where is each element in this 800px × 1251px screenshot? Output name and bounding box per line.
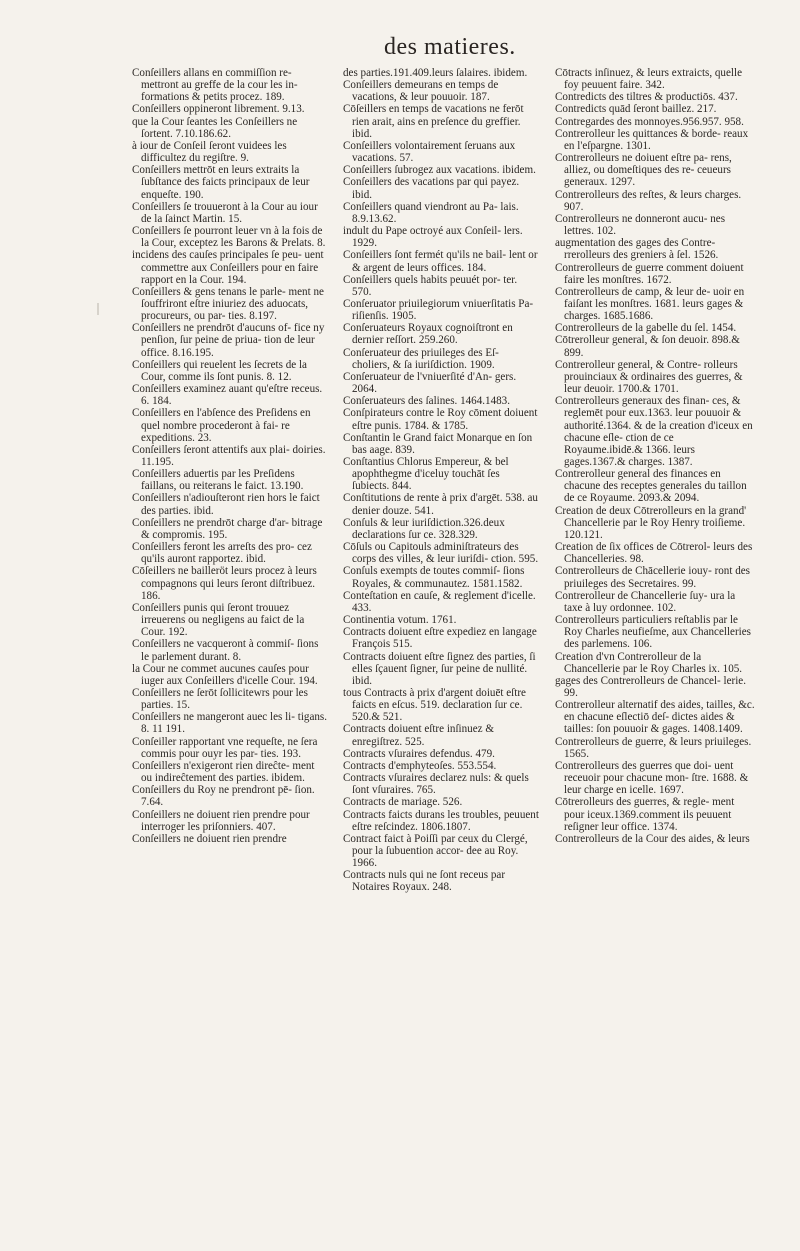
index-entry: Contrerolleurs des reſtes, & leurs charges. 907. xyxy=(555,188,742,213)
index-entry: Contrerolleurs ne doiuent eſtre pa- rens, alliez, ou domeſtiques des re- ceueurs generaux. 1297. xyxy=(555,152,732,189)
index-entry: Contracts nuls qui ne ſont receus par Notaires Royaux. 248. xyxy=(343,869,506,894)
index-entry: que la Cour ſeantes les Conſeillers ne ſortent. 7.10.186.62. xyxy=(132,115,298,140)
index-entry: Conſeillers ſubrogez aux vacations. ibidem. xyxy=(343,164,536,177)
index-entry: Contrerolleurs ne donneront aucu- nes lettres. 102. xyxy=(555,212,726,238)
index-entry: Cōtracts inſinuez, & leurs extraicts, quelle foy peuuent faire. 342. xyxy=(555,67,742,92)
index-entry: Conſeillers aduertis par les Preſidens faillans, ou reiterans le faict. 13.190. xyxy=(132,468,304,493)
index-entry: Conſeillers ſe trouueront à la Cour au iour de la ſainct Martin. 15. xyxy=(132,200,318,225)
index-entry: Conſuls & leur iuriſdiction.326.deux declarations ſur ce. 328.329. xyxy=(343,516,505,541)
index-entry: Contrerolleurs de la Cour des aides, & leurs xyxy=(555,832,750,845)
index-entry: Contracts faicts durans les troubles, peuuent eſtre reſcindez. 1806.1807. xyxy=(343,808,539,833)
index-entry: indult du Pape octroyé aux Conſeil- lers. 1929. xyxy=(343,225,523,250)
index-entry: Creation d'vn Contrerolleur de la Chancellerie par le Roy Charles ix. 105. xyxy=(555,650,743,675)
index-entry: Contredicts des tiltres & productiōs. 437. xyxy=(555,91,738,104)
index-entry: Contredicts quād ſeront baillez. 217. xyxy=(555,103,717,116)
index-column-2 xyxy=(343,67,539,894)
index-entry: Conſeillers quels habits peuuét por- ter. 570. xyxy=(343,273,518,298)
index-entry: Conſeillers ne prendrōt charge d'ar- bitrage & compromis. 195. xyxy=(132,516,323,541)
index-entry: Contracts vſuraires defendus. 479. xyxy=(343,747,495,760)
index-column-3 xyxy=(555,67,755,845)
index-entry: Conſeillers n'adiouſteront rien hors le faict des parties. ibid. xyxy=(132,492,320,517)
index-entry: Conſeillers demeurans en temps de vacations, & leur pouuoir. 187. xyxy=(343,79,499,104)
index-entry: tous Contracts à prix d'argent doiuēt eſtre faicts en eſcus. 519. declaration ſur ce. 520.& 521. xyxy=(343,686,526,724)
index-entry: Conſeillers feront les arreſts des pro- cez qu'ils auront rapportez. ibid. xyxy=(132,541,312,566)
index-entry: Conſeruateur de l'vniuerſité d'An- gers. 2064. xyxy=(343,370,517,396)
index-entry: Conſpirateurs contre le Roy cōment doiuent eſtre punis. 1784. & 1785. xyxy=(343,407,538,432)
index-entry: Conſeillers ne vacqueront à commiſ- ſions le parlement durant. 8. xyxy=(132,638,319,663)
index-entry: Contrerolleur general des finances en chacune des receptes generales du taillon de ce Royaume. 2093.& 2094. xyxy=(555,468,747,505)
index-entry: Contrerolleur les quittances & borde- reaux en l'eſpargne. 1301. xyxy=(555,127,749,152)
index-entry: Conſtitutions de rente à prix d'argēt. 538. au denier douze. 541. xyxy=(343,492,538,517)
gutter-mark xyxy=(97,303,99,315)
index-entry: Conſeillers ſeront attentifs aux plai- doiries. 11.195. xyxy=(132,443,326,468)
index-entry: Conſeillers mettrōt en leurs extraits la ſubſtance des faicts principaux de leur enqueſte. 190. xyxy=(132,164,310,201)
index-entry: Cōſuls ou Capitouls adminiſtrateurs des corps des villes, & leur iuriſdi- ction. 595. xyxy=(343,541,539,566)
index-entry: Conſeillers ne doiuent rien prendre xyxy=(132,832,287,845)
index-entry: Cōtrerolleurs des guerres, & regle- ment pour iceux.1369.comment ils peuuent reſigner leur office. 1374. xyxy=(555,796,735,833)
index-entry: Contrerolleurs de la gabelle du ſel. 1454. xyxy=(555,322,737,335)
index-entry: Conſeruator priuilegiorum vniuerſitatis Pa- riſienſis. 1905. xyxy=(343,297,534,323)
index-entry: Conſeillers allans en commiſſion re- mettront au greffe de la cour les in- formations & petits procez. 189. xyxy=(132,67,298,104)
index-entry: Contrerolleurs de Chācellerie iouy- ront des priuileges des Secretaires. 99. xyxy=(555,565,751,590)
index-entry: Conſeillers volontairement ſeruans aux vacations. 57. xyxy=(343,139,516,165)
index-entry: Contracts d'emphyteoſes. 553.554. xyxy=(343,759,497,772)
index-entry: Conſeillers punis qui ſeront trouuez irreuerens ou negligens au faict de la Cour. 192. xyxy=(132,601,305,639)
index-entry: Contracts de mariage. 526. xyxy=(343,796,463,809)
index-entry: Contracts vſuraires declarez nuls: & quels ſont vſuraires. 765. xyxy=(343,772,529,797)
index-entry: Contrerolleurs des guerres que doi- uent receuoir pour chacune mon- ſtre. 1688. & leur charge en icelle. 1697. xyxy=(555,759,749,797)
index-entry: Conſeillers ne doiuent rien prendre pour interroger les priſonniers. 407. xyxy=(132,808,310,833)
index-entry: Cōtrerolleur general, & ſon deuoir. 898.& 899. xyxy=(555,334,740,359)
index-entry: Conſeillers qui reuelent les ſecrets de la Cour, comme ils ſont punis. 8. 12. xyxy=(132,358,307,383)
index-entry: Conſeillers examinez auant qu'eſtre receus. 6. 184. xyxy=(132,383,323,408)
index-entry: incidens des cauſes principales ſe peu- uent commettre aux Conſeillers pour en faire rapport en la Cour. 194. xyxy=(132,249,324,286)
index-entry: Conſeillers du Roy ne prendront pē- ſion. 7.64. xyxy=(132,784,315,809)
index-entry: Cōſeillers ne bailleröt leurs procez à leurs compagnons qui leurs ſeront diſtribuez. 186. xyxy=(132,565,317,602)
index-entry: Contracts doiuent eſtre ſignez des parties, ſi elles ſçauent ſigner, ſur peine de nullité. ibid. xyxy=(343,650,536,687)
index-entry: Cōſeillers en temps de vacations ne ferōt rien arait, ains en preſence du greffier. ibid. xyxy=(343,103,524,140)
index-entry: Creation de deux Cōtrerolleurs en la grand' Chancellerie par le Roy Henry troiſieme. 120.121. xyxy=(555,504,747,541)
index-entry: Conſeillers en l'abſence des Preſidens en quel nombre procederont à fai- re expeditions. 23. xyxy=(132,407,311,444)
index-entry: Contrerolleurs de camp, & leur de- uoir en faiſant les monſtres. 1681. leurs gages & charges. 1685.1686. xyxy=(555,285,745,323)
index-entry: Conſtantin le Grand faict Monarque en ſon bas aage. 839. xyxy=(343,431,533,456)
index-entry: Conſeillers ſont fermét qu'ils ne bail- lent or & argent de leurs offices. 184. xyxy=(343,249,538,274)
index-entry: Conſeillers quand viendront au Pa- lais. 8.9.13.62. xyxy=(343,200,519,225)
index-entry: Contracts doiuent eſtre expediez en langage François 515. xyxy=(343,626,537,651)
index-entry: Contrerolleurs particuliers reſtablis par le Roy Charles neufieſme, aux Chancelleries des parlemens. 106. xyxy=(555,614,751,651)
index-entry: Conſeillers ne prendrōt d'aucuns of- fice ny penſion, ſur peine de priua- tion de leur office. 8.16.195. xyxy=(132,322,325,359)
index-entry: gages des Contrerolleurs de Chancel- lerie. 99. xyxy=(555,674,746,699)
index-entry: Contract faict à Poiſſi par ceux du Clergé, pour la ſubuention accor- dee au Roy. 1966. xyxy=(343,832,528,870)
index-entry: Conſtantius Chlorus Empereur, & bel apophthegme d'iceluy touchāt ſes ſubiects. 844. xyxy=(343,456,509,493)
index-entry: augmentation des gages des Contre- rrerolleurs des greniers à ſel. 1526. xyxy=(555,237,719,262)
index-entry: Conſeillers ne ſerōt ſollicitewrs pour les parties. 15. xyxy=(132,686,308,712)
index-entry: Conſuls exempts de toutes commiſ- ſions Royales, & communautez. 1581.1582. xyxy=(343,565,525,590)
index-entry: Conſeillers n'exigeront rien direĉte- ment ou indireĉtement des parties. ibidem. xyxy=(132,759,315,785)
index-entry: Contrerolleurs de guerre, & leurs priuileges. 1565. xyxy=(555,735,752,760)
running-head: des matieres. xyxy=(384,34,516,60)
index-entry: Conſeiller rapportant vne requeſte, ne ſera commis pour ouyr les par- ties. 193. xyxy=(132,735,318,760)
index-entry: Contregardes des monnoyes.956.957. 958. xyxy=(555,115,744,128)
index-entry: des parties.191.409.leurs ſalaires. ibidem. xyxy=(343,67,528,79)
index-entry: Conſeruateur des priuileges des Eſ- choliers, & ſa iuriſdiction. 1909. xyxy=(343,346,499,371)
index-entry: Conſeillers ſe pourront leuer vn à la fois de la Cour, exceptez les Barons & Prelats. 8. xyxy=(132,225,326,250)
index-entry: Creation de ſix offices de Cōtrerol- leurs des Chancelleries. 98. xyxy=(555,541,753,566)
index-entry: Conſeruateurs Royaux cognoiſtront en dernier reſſort. 259.260. xyxy=(343,322,513,347)
index-entry: à iour de Conſeil ſeront vuidees les difficultez du regiſtre. 9. xyxy=(132,139,287,165)
index-entry: Contrerolleurs de guerre comment doiuent faire les monſtres. 1672. xyxy=(555,261,744,286)
index-entry: Contrerolleurs generaux des finan- ces, & reglemēt pour eux.1363. leur pouuoir & authorité.1364. & de la creation d'iceux en chacune eſle- ction de ce Royaume.ibidē.& 1366. leurs gages.1367.& charges. 1387. xyxy=(555,395,753,468)
index-entry: Continentia votum. 1761. xyxy=(343,614,457,627)
index-entry: la Cour ne commet aucunes cauſes pour iuger aux Conſeillers d'icelle Cour. 194. xyxy=(132,662,318,687)
index-entry: Contracts doiuent eſtre inſinuez & enregiſtrez. 525. xyxy=(343,723,494,748)
index-entry: Conſeillers oppineront librement. 9.13. xyxy=(132,103,305,116)
index-entry: Conſeruateurs des ſalines. 1464.1483. xyxy=(343,395,510,408)
index-entry: Conſeillers & gens tenans le parle- ment ne ſouffriront eſtre iniuriez des aduocats, procureurs, ou par- ties. 8.197. xyxy=(132,285,324,323)
index-column-1 xyxy=(132,67,328,845)
index-entry: Conſeillers ne mangeront auec les li- tigans. 8. 11 191. xyxy=(132,711,328,736)
index-entry: Conteſtation en cauſe, & reglement d'icelle. 433. xyxy=(343,589,536,614)
index-entry: Conſeillers des vacations par qui payez. ibid. xyxy=(343,176,520,201)
index-entry: Contrerolleur de Chancellerie ſuy- ura la taxe à luy ordonnee. 102. xyxy=(555,589,736,614)
index-entry: Contrerolleur alternatif des aides, tailles, &c. en chacune eſlectiō deſ- dictes aides & tailles: ſon pouuoir & gages. 1408.1409. xyxy=(555,699,755,736)
index-entry: Contrerolleur general, & Contre- rolleurs prouinciaux & ordinaires des guerres, & leur deuoir. 1700.& 1701. xyxy=(555,358,743,396)
